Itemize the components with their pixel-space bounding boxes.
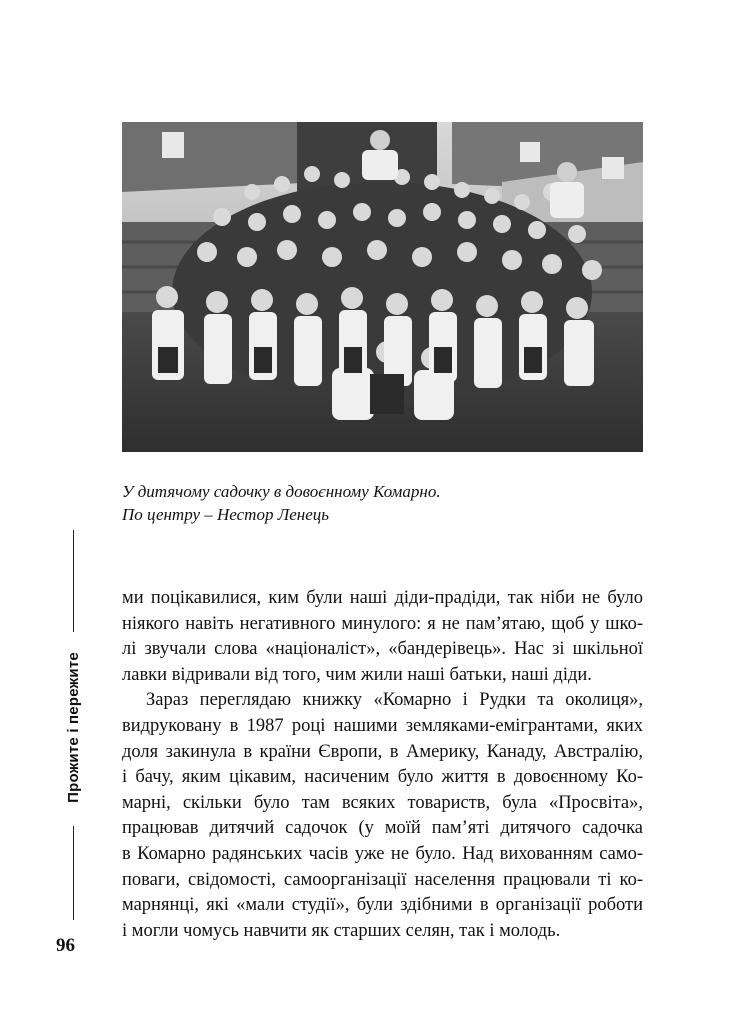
- text-line: Зараз переглядаю книжку «Комарно і Рудки та околиця»,: [146, 690, 643, 711]
- text-line: працював дитячий садочок (у моїй пам’яті дитячого садочка: [122, 818, 643, 839]
- text-line: доля закинула в країни Європи, в Америку, Канаду, Австралію,: [122, 741, 643, 762]
- kindergarten-photo-illustration: [122, 122, 643, 452]
- text-line: видруковану в 1987 році нашими земляками-емігрантами, яких: [122, 715, 643, 736]
- sidebar-rule-bottom: [73, 826, 74, 920]
- text-line: ми поцікавилися, ким були наші діди-прадіди, так ніби не було: [122, 588, 643, 608]
- group-photo: [122, 122, 643, 452]
- body-text: [122, 586, 643, 944]
- page-number: 96: [56, 935, 75, 956]
- caption-line: По центру – Нестор Ленець: [122, 505, 329, 524]
- sidebar-rule-top: [73, 530, 74, 632]
- text-line: лі звучали слова «націоналіст», «бандерівець». Нас зі шкільної: [122, 639, 643, 660]
- text-line: марні, скільки було там всяких товариств, була «Просвіта»,: [122, 792, 643, 813]
- text-line: поваги, свідомості, самоорганізації населення працювали ті ко-: [122, 869, 643, 890]
- running-section-title-text: Прожите і пережите: [64, 651, 82, 803]
- text-line: в Комарно радянських часів уже не було. Над вихованням само-: [122, 843, 643, 864]
- text-line: лавки відривали від того, чим жили наші батьки, наші діди.: [122, 664, 592, 685]
- text-line: і бачу, яким цікавим, насиченим було життя в довоєнному Ко-: [122, 767, 643, 788]
- photo-caption: [122, 480, 642, 526]
- caption-line: У дитячому садочку в довоєнному Комарно.: [122, 482, 441, 501]
- text-line: марнянці, які «мали студії», були здібними в організації роботи: [122, 895, 643, 916]
- text-line: і могли чомусь навчити як старших селян, так і молодь.: [122, 920, 561, 941]
- text-line: ніякого навіть негативного минулого: я не пам’ятаю, щоб у шко-: [122, 613, 643, 634]
- running-section-title: [49, 632, 97, 822]
